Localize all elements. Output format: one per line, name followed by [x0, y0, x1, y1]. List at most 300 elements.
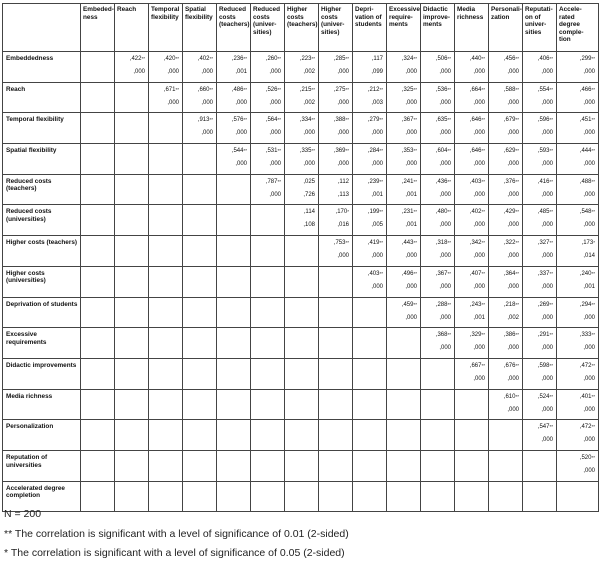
correlation-coefficient	[368, 240, 383, 247]
significance-marker: **	[379, 86, 383, 92]
correlation-coefficient	[580, 455, 595, 462]
correlation-coefficient	[504, 56, 519, 63]
correlation-cell	[285, 144, 319, 175]
table-row	[3, 389, 599, 420]
correlation-cell	[251, 113, 285, 144]
coefficient-value: ,466	[579, 86, 592, 93]
column-header: Depri- vation of students	[353, 4, 387, 52]
correlation-coefficient	[266, 179, 281, 186]
empty-cell	[115, 328, 149, 359]
coefficient-value: ,443	[401, 240, 414, 247]
coefficient-value: ,218	[503, 301, 516, 308]
significance-marker: *	[347, 209, 349, 215]
table-row	[3, 420, 599, 451]
correlation-cell	[149, 82, 183, 113]
coefficient-value: ,353	[401, 148, 414, 155]
coefficient-value: ,327	[537, 240, 550, 247]
significance-marker: **	[591, 362, 595, 368]
correlation-coefficient	[300, 56, 315, 63]
empty-cell	[353, 328, 387, 359]
empty-cell	[387, 358, 421, 389]
empty-cell	[149, 420, 183, 451]
table-row	[3, 113, 599, 144]
correlation-cell	[489, 174, 523, 205]
correlation-cell	[523, 297, 557, 328]
p-value: ,000	[235, 161, 247, 168]
empty-cell	[183, 266, 217, 297]
coefficient-value: ,407	[469, 270, 482, 277]
coefficient-value: ,564	[265, 117, 278, 124]
coefficient-value: ,422	[129, 56, 142, 62]
p-value: ,000	[507, 406, 519, 413]
empty-cell	[217, 481, 251, 512]
correlation-cell	[421, 266, 455, 297]
significance-marker: **	[591, 270, 595, 276]
p-value: ,000	[507, 130, 519, 137]
empty-cell	[81, 205, 115, 236]
p-value: ,000	[405, 161, 417, 168]
significance-marker: **	[515, 117, 519, 123]
p-value: ,000	[473, 345, 485, 352]
correlation-coefficient	[538, 302, 553, 309]
empty-cell	[81, 236, 115, 267]
significance-marker: **	[515, 362, 519, 368]
p-value: ,000	[583, 222, 595, 229]
empty-cell	[149, 389, 183, 420]
correlation-cell	[489, 297, 523, 328]
p-value: ,000	[473, 69, 485, 75]
coefficient-value: ,294	[579, 301, 592, 308]
correlation-cell	[319, 144, 353, 175]
correlation-coefficient	[402, 117, 417, 124]
p-value: ,001	[473, 314, 485, 321]
empty-cell	[251, 328, 285, 359]
coefficient-value: ,376	[503, 178, 516, 185]
p-value: ,000	[541, 99, 553, 106]
empty-cell	[81, 358, 115, 389]
correlation-cell	[387, 297, 421, 328]
correlation-coefficient	[130, 56, 145, 63]
row-label: Reduced costs (teachers)	[3, 174, 81, 205]
coefficient-value: ,667	[469, 362, 482, 369]
significance-marker: **	[591, 454, 595, 460]
empty-cell	[319, 450, 353, 481]
correlation-cell	[421, 82, 455, 113]
coefficient-value: ,388	[333, 117, 346, 124]
correlation-cell	[523, 236, 557, 267]
correlation-cell	[387, 205, 421, 236]
p-value: ,000	[541, 437, 553, 444]
p-value: ,000	[583, 314, 595, 321]
p-value: ,000	[439, 222, 451, 229]
p-value: ,000	[405, 253, 417, 260]
correlation-cell	[523, 358, 557, 389]
coefficient-value: ,239	[367, 178, 380, 185]
table-row	[3, 174, 599, 205]
coefficient-value: ,679	[503, 117, 516, 124]
correlation-coefficient	[436, 302, 451, 309]
row-label: Excessive requirements	[3, 328, 81, 359]
p-value: ,000	[201, 130, 213, 137]
coefficient-value: ,325	[401, 86, 414, 93]
empty-cell	[115, 266, 149, 297]
p-value: ,000	[405, 314, 417, 321]
correlation-cell	[353, 266, 387, 297]
empty-cell	[115, 144, 149, 175]
coefficient-value: ,402	[197, 56, 210, 62]
p-value: ,000	[507, 345, 519, 352]
significance-marker: **	[447, 240, 451, 246]
p-value: ,000	[473, 99, 485, 106]
p-value: ,000	[541, 130, 553, 137]
empty-cell	[149, 144, 183, 175]
p-value: ,000	[507, 191, 519, 198]
p-value: ,000	[235, 130, 247, 137]
coefficient-value: ,419	[367, 240, 380, 247]
correlation-cell	[523, 328, 557, 359]
coefficient-value: ,243	[469, 301, 482, 308]
correlation-coefficient	[538, 209, 553, 216]
column-header: Personali- zation	[489, 4, 523, 52]
correlation-cell	[523, 174, 557, 205]
correlation-coefficient	[402, 240, 417, 247]
coefficient-value: ,496	[401, 270, 414, 277]
p-value: ,726	[303, 191, 315, 198]
correlation-coefficient	[266, 56, 281, 63]
p-value: ,000	[439, 253, 451, 260]
empty-cell	[81, 389, 115, 420]
coefficient-value: ,480	[435, 209, 448, 216]
correlation-cell	[251, 82, 285, 113]
row-label: Reach	[3, 82, 81, 113]
correlation-coefficient	[232, 56, 247, 63]
header-row	[3, 4, 599, 52]
correlation-cell	[319, 174, 353, 205]
correlation-coefficient	[402, 209, 417, 216]
coefficient-value: ,576	[231, 117, 244, 124]
correlation-cell	[455, 266, 489, 297]
correlation-cell	[557, 450, 599, 481]
p-value: ,000	[439, 191, 451, 198]
correlation-coefficient	[266, 87, 281, 94]
coefficient-value: ,456	[503, 56, 516, 62]
significance-marker: **	[243, 86, 247, 92]
coefficient-value: ,368	[435, 332, 448, 339]
p-value: ,000	[583, 99, 595, 106]
coefficient-value: ,288	[435, 301, 448, 308]
p-value: ,000	[269, 130, 281, 137]
p-value: ,000	[439, 69, 451, 75]
correlation-coefficient	[436, 179, 451, 186]
correlation-cell	[557, 297, 599, 328]
p-value: ,000	[167, 99, 179, 106]
p-value: ,000	[439, 314, 451, 321]
p-value: ,000	[473, 222, 485, 229]
correlation-cell	[557, 144, 599, 175]
significance-marker: **	[379, 117, 383, 123]
column-header: Reduced costs (teachers)	[217, 4, 251, 52]
table-row	[3, 297, 599, 328]
correlation-coefficient	[402, 87, 417, 94]
correlation-coefficient	[580, 209, 595, 216]
correlation-coefficient	[470, 87, 485, 94]
empty-cell	[319, 481, 353, 512]
correlation-coefficient	[334, 240, 349, 247]
correlation-coefficient	[538, 424, 553, 431]
p-value: ,000	[541, 406, 553, 413]
significance-marker: **	[345, 148, 349, 154]
column-header: Temporal flexibility	[149, 4, 183, 52]
significance-marker: **	[481, 56, 485, 61]
correlation-cell	[387, 144, 421, 175]
p-value: ,001	[235, 69, 247, 75]
empty-cell	[285, 389, 319, 420]
empty-cell	[353, 358, 387, 389]
table-row	[3, 358, 599, 389]
empty-cell	[217, 236, 251, 267]
p-value: ,000	[337, 161, 349, 168]
correlation-coefficient	[402, 148, 417, 155]
p-value: ,000	[583, 345, 595, 352]
correlation-coefficient	[436, 148, 451, 155]
significance-marker: **	[209, 86, 213, 92]
p-value: ,001	[583, 283, 595, 290]
correlation-cell	[319, 205, 353, 236]
significance-marker: **	[311, 86, 315, 92]
correlation-coefficient	[436, 56, 451, 63]
coefficient-value: ,485	[537, 209, 550, 216]
empty-cell	[183, 328, 217, 359]
empty-cell	[149, 236, 183, 267]
coefficient-value: ,524	[537, 393, 550, 400]
correlation-cell	[557, 236, 599, 267]
p-value: ,000	[473, 161, 485, 168]
p-value: ,000	[439, 283, 451, 290]
correlation-coefficient	[334, 56, 349, 63]
significance-marker: **	[277, 148, 281, 154]
coefficient-value: ,416	[537, 178, 550, 185]
correlation-coefficient	[538, 56, 553, 63]
correlation-cell	[523, 266, 557, 297]
correlation-coefficient	[580, 394, 595, 401]
correlation-coefficient	[504, 394, 519, 401]
correlation-cell	[387, 82, 421, 113]
coefficient-value: ,429	[503, 209, 516, 216]
empty-cell	[183, 358, 217, 389]
significance-marker: **	[379, 178, 383, 184]
p-value: ,000	[371, 253, 383, 260]
p-value: ,000	[473, 191, 485, 198]
empty-cell	[149, 174, 183, 205]
empty-cell	[217, 389, 251, 420]
correlation-coefficient	[266, 148, 281, 155]
correlation-cell	[285, 52, 319, 83]
significance-marker: **	[481, 178, 485, 184]
empty-cell	[217, 420, 251, 451]
coefficient-value: ,318	[435, 240, 448, 247]
coefficient-value: ,472	[579, 424, 592, 431]
correlation-coefficient	[580, 117, 595, 124]
correlation-cell	[455, 297, 489, 328]
correlation-cell	[251, 174, 285, 205]
coefficient-value: ,260	[265, 56, 278, 62]
correlation-coefficient	[504, 209, 519, 216]
empty-cell	[455, 420, 489, 451]
correlation-cell	[319, 52, 353, 83]
significance-marker: **	[549, 240, 553, 246]
coefficient-value: ,610	[503, 393, 516, 400]
significance-marker: **	[413, 56, 417, 61]
correlation-cell	[523, 52, 557, 83]
p-value: ,001	[405, 191, 417, 198]
significance-marker: **	[591, 117, 595, 123]
coefficient-value: ,364	[503, 270, 516, 277]
significance-marker: **	[345, 117, 349, 123]
correlation-coefficient	[470, 209, 485, 216]
empty-cell	[455, 450, 489, 481]
correlation-coefficient	[470, 117, 485, 124]
correlation-cell	[421, 144, 455, 175]
row-label: Deprivation of students	[3, 297, 81, 328]
empty-cell	[285, 420, 319, 451]
correlation-cell	[557, 358, 599, 389]
p-value: ,000	[583, 437, 595, 444]
empty-cell	[217, 358, 251, 389]
p-value: ,016	[337, 222, 349, 229]
coefficient-value: ,367	[435, 270, 448, 277]
empty-cell	[183, 420, 217, 451]
significance-marker: **	[413, 86, 417, 92]
correlation-coefficient	[368, 271, 383, 278]
coefficient-value: ,223	[299, 56, 312, 62]
significance-marker: **	[549, 362, 553, 368]
coefficient-value: ,299	[579, 56, 592, 62]
correlation-cell	[421, 297, 455, 328]
table-row	[3, 52, 599, 83]
empty-cell	[149, 358, 183, 389]
significance-marker: **	[447, 332, 451, 338]
p-value: ,000	[473, 283, 485, 290]
correlation-coefficient	[436, 117, 451, 124]
significance-marker: **	[277, 178, 281, 184]
significance-marker: **	[413, 117, 417, 123]
empty-cell	[81, 481, 115, 512]
column-header: Higher costs (teachers)	[285, 4, 319, 52]
p-value: ,000	[583, 191, 595, 198]
p-value: ,000	[371, 161, 383, 168]
correlation-coefficient	[504, 363, 519, 370]
empty-cell	[115, 297, 149, 328]
correlation-coefficient	[580, 332, 595, 339]
empty-cell	[353, 450, 387, 481]
correlation-coefficient	[504, 179, 519, 186]
empty-cell	[149, 266, 183, 297]
coefficient-value: ,506	[435, 56, 448, 62]
coefficient-value: ,547	[537, 424, 550, 431]
p-value: ,000	[541, 375, 553, 382]
correlation-cell	[285, 205, 319, 236]
p-value: ,000	[405, 99, 417, 106]
table-row	[3, 205, 599, 236]
significance-marker: **	[481, 332, 485, 338]
coefficient-value: ,269	[537, 301, 550, 308]
empty-cell	[115, 420, 149, 451]
p-value: ,000	[303, 130, 315, 137]
p-value: ,000	[439, 161, 451, 168]
p-value: ,000	[583, 69, 595, 75]
significance-marker: **	[209, 56, 213, 61]
coefficient-value: ,386	[503, 332, 516, 339]
correlation-cell	[421, 236, 455, 267]
significance-marker: **	[515, 332, 519, 338]
row-label: Spatial flexibility	[3, 144, 81, 175]
empty-cell	[183, 174, 217, 205]
significance-marker: **	[243, 117, 247, 123]
column-header: Embeded- ness	[81, 4, 115, 52]
empty-cell	[421, 450, 455, 481]
significance-marker: **	[345, 86, 349, 92]
empty-cell	[183, 389, 217, 420]
significance-marker: **	[447, 148, 451, 154]
empty-cell	[183, 450, 217, 481]
coefficient-value: ,520	[579, 454, 592, 461]
empty-cell	[251, 266, 285, 297]
correlation-coefficient	[338, 179, 349, 186]
coefficient-value: ,403	[367, 270, 380, 277]
significance-marker: **	[549, 393, 553, 399]
correlation-coefficient	[334, 148, 349, 155]
empty-cell	[217, 328, 251, 359]
p-value: ,000	[507, 283, 519, 290]
coefficient-value: ,459	[401, 301, 414, 308]
coefficient-value: ,488	[579, 178, 592, 185]
significance-marker: **	[549, 209, 553, 215]
significance-marker: **	[243, 56, 247, 61]
p-value: ,000	[269, 161, 281, 168]
empty-cell	[353, 297, 387, 328]
correlation-coefficient	[368, 209, 383, 216]
empty-cell	[217, 297, 251, 328]
correlation-coefficient	[504, 240, 519, 247]
significance-marker: **	[549, 86, 553, 92]
coefficient-value: ,231	[401, 209, 414, 216]
significance-marker: **	[413, 178, 417, 184]
empty-cell	[183, 144, 217, 175]
correlation-coefficient	[232, 148, 247, 155]
correlation-cell	[523, 113, 557, 144]
correlation-cell	[183, 82, 217, 113]
significance-marker: **	[591, 301, 595, 307]
correlation-cell	[523, 389, 557, 420]
sample-size-note: N = 200	[4, 508, 42, 520]
correlation-coefficient	[504, 87, 519, 94]
coefficient-value: ,588	[503, 86, 516, 93]
p-value: ,113	[337, 191, 349, 198]
significance-marker: **	[549, 56, 553, 61]
significance-marker: **	[481, 301, 485, 307]
coefficient-value: ,486	[231, 86, 244, 93]
p-value: ,000	[337, 99, 349, 106]
significance-marker: **	[549, 178, 553, 184]
coefficient-value: ,401	[579, 393, 592, 400]
empty-cell	[115, 205, 149, 236]
significance-marker: **	[515, 270, 519, 276]
coefficient-value: ,369	[333, 148, 346, 155]
p-value: ,000	[507, 161, 519, 168]
empty-cell	[183, 205, 217, 236]
correlation-coefficient	[470, 240, 485, 247]
row-label: Higher costs (teachers)	[3, 236, 81, 267]
